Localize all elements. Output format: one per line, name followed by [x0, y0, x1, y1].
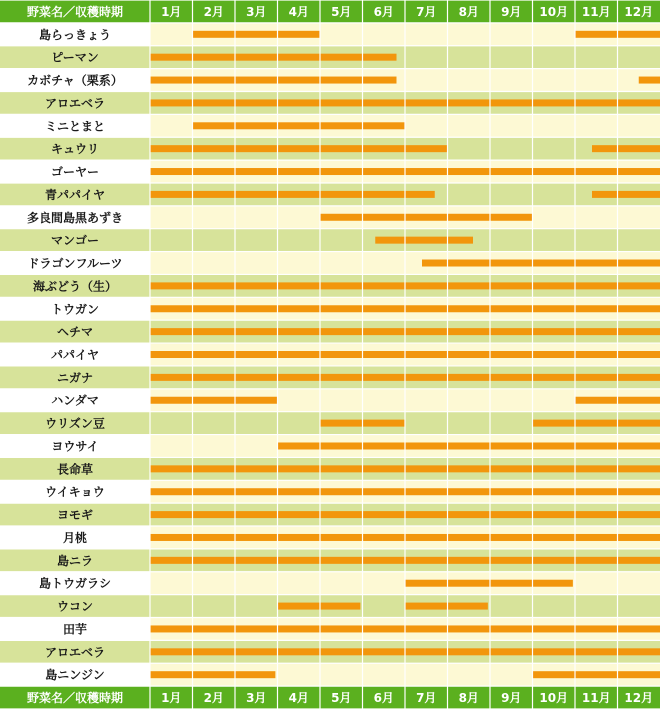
crop-name: ハンダマ	[51, 393, 99, 408]
crop-name: アロエベラ	[44, 645, 106, 660]
crop-row	[0, 435, 660, 458]
crop-row	[0, 46, 660, 69]
footer-month-4: 4月	[288, 691, 309, 706]
crop-name: ヨモギ	[56, 508, 94, 523]
crop-name: パパイヤ	[50, 348, 100, 362]
harvest-bar	[375, 237, 473, 244]
crop-row	[0, 69, 660, 92]
header-month-8: 8月	[458, 4, 479, 19]
crop-row	[0, 114, 660, 137]
crop-row	[0, 618, 660, 641]
harvest-bar	[405, 603, 488, 610]
crop-row	[0, 663, 660, 686]
crop-name: 島らっきょう	[38, 27, 112, 42]
header-month-5: 5月	[331, 4, 352, 19]
crop-name: カボチャ（栗系）	[27, 73, 123, 88]
harvest-bar	[639, 77, 660, 84]
crop-name: マンゴー	[50, 233, 100, 248]
header-month-3: 3月	[246, 4, 267, 19]
harvest-bar	[150, 145, 448, 152]
crop-row	[0, 457, 660, 480]
header-month-11: 11月	[581, 4, 611, 19]
crop-row	[0, 572, 660, 595]
header-month-1: 1月	[161, 4, 182, 19]
footer-label: 野菜名／収穫時期	[26, 691, 124, 706]
header-month-10: 10月	[539, 4, 569, 19]
harvest-bar	[320, 214, 533, 221]
crop-name: ウイキョウ	[45, 485, 105, 500]
crop-row	[0, 297, 660, 320]
crop-row	[0, 23, 660, 46]
crop-name: ヨウサイ	[51, 439, 99, 454]
crop-row	[0, 343, 660, 366]
footer-month-12: 12月	[624, 691, 654, 706]
crop-row	[0, 274, 660, 297]
harvest-bar	[278, 442, 660, 449]
footer-month-1: 1月	[161, 691, 182, 706]
harvest-bar	[422, 260, 660, 267]
harvest-bar	[592, 191, 660, 198]
harvest-bar	[533, 671, 660, 678]
footer-month-6: 6月	[373, 691, 394, 706]
footer-row	[0, 686, 660, 709]
crop-name: 島トウガラシ	[38, 576, 112, 591]
crop-name: 海ぶどう（生）	[32, 279, 118, 294]
crop-name: トウガン	[50, 302, 100, 317]
harvest-bar	[533, 420, 660, 427]
footer-month-8: 8月	[458, 691, 479, 706]
crop-name: 島ニラ	[56, 553, 94, 568]
crop-row	[0, 640, 660, 663]
crop-name: ゴーヤー	[50, 165, 100, 180]
harvest-bar	[278, 603, 361, 610]
crop-row	[0, 526, 660, 549]
crop-name: 多良間島黒あずき	[26, 210, 124, 225]
crop-name: ピーマン	[51, 50, 99, 65]
crop-row	[0, 183, 660, 206]
header-month-12: 12月	[624, 4, 654, 19]
crop-name: ウリズン豆	[45, 416, 105, 431]
crop-row	[0, 160, 660, 183]
crop-name: 青パパイヤ	[44, 187, 106, 202]
harvest-bar	[150, 397, 278, 404]
crop-row	[0, 595, 660, 618]
footer-month-7: 7月	[416, 691, 437, 706]
harvest-bar	[193, 122, 406, 129]
crop-name: ウコン	[56, 599, 94, 614]
footer-month-11: 11月	[581, 691, 611, 706]
crop-name: 月桃	[62, 530, 88, 545]
crop-row	[0, 320, 660, 343]
crop-name: アロエベラ	[44, 96, 106, 111]
harvest-bar	[150, 54, 397, 61]
footer-month-5: 5月	[331, 691, 352, 706]
crop-row	[0, 412, 660, 435]
crop-row	[0, 137, 660, 160]
header-month-6: 6月	[373, 4, 394, 19]
harvest-bar	[193, 31, 321, 38]
harvest-bar	[405, 580, 573, 587]
crop-name: 田芋	[62, 622, 88, 637]
crop-row	[0, 252, 660, 275]
footer-month-3: 3月	[246, 691, 267, 706]
crop-row	[0, 91, 660, 114]
harvest-bar	[150, 671, 275, 678]
crop-row	[0, 549, 660, 572]
crop-name: 長命草	[56, 462, 94, 477]
crop-name: ミニとまと	[44, 119, 106, 134]
header-month-4: 4月	[288, 4, 309, 19]
crop-row	[0, 366, 660, 389]
crop-row	[0, 503, 660, 526]
footer-month-10: 10月	[539, 691, 569, 706]
crop-row	[0, 206, 660, 229]
crop-row	[0, 480, 660, 503]
header-row	[0, 0, 660, 23]
harvest-bar	[592, 145, 660, 152]
header-month-2: 2月	[203, 4, 224, 19]
crop-name: 島ニンジン	[45, 668, 105, 683]
header-label: 野菜名／収穫時期	[26, 4, 124, 19]
header-month-9: 9月	[501, 4, 522, 19]
crop-row	[0, 229, 660, 252]
crop-name: キュウリ	[50, 142, 100, 157]
crop-name: ドラゴンフルーツ	[27, 256, 123, 271]
crop-name: ヘチマ	[56, 325, 94, 340]
crop-row	[0, 389, 660, 412]
header-month-7: 7月	[416, 4, 437, 19]
footer-month-2: 2月	[203, 691, 224, 706]
footer-month-9: 9月	[501, 691, 522, 706]
harvest-bar	[150, 77, 397, 84]
crop-name: ニガナ	[56, 370, 94, 385]
